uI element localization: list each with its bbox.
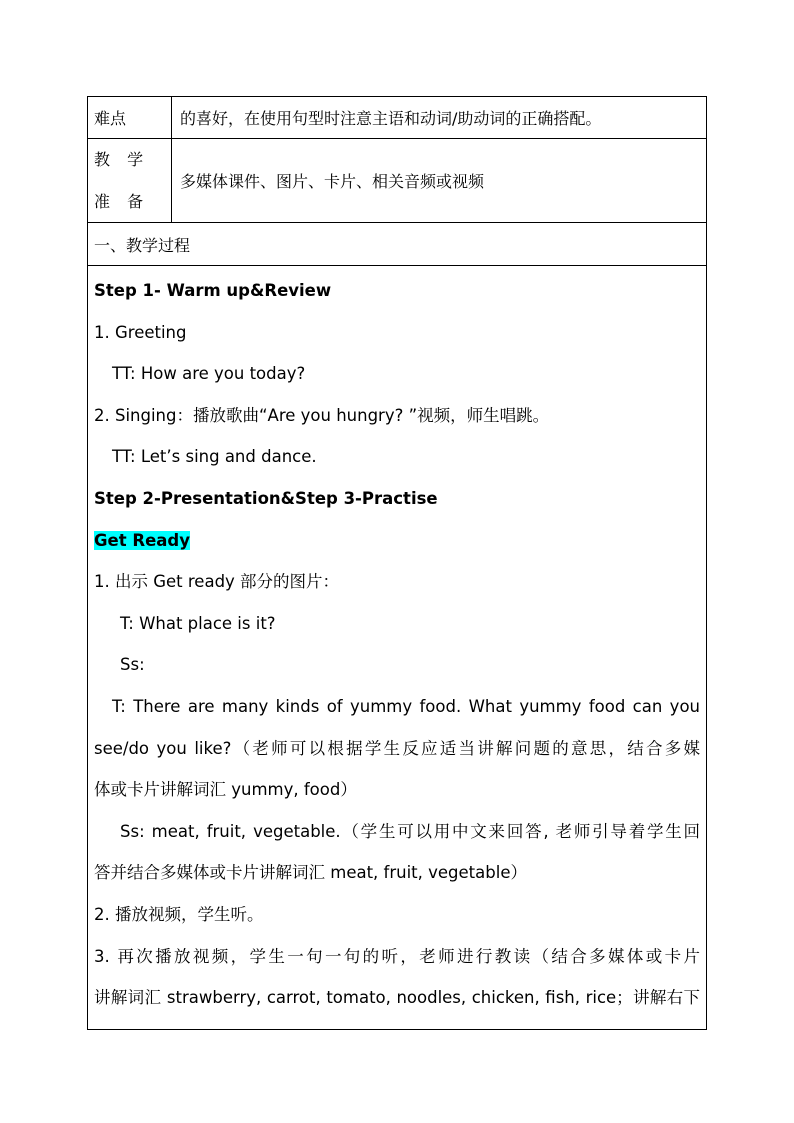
difficulty-row	[88, 97, 706, 139]
greeting-item: 1. Greeting	[94, 322, 187, 342]
students-blank: Ss:	[120, 655, 145, 675]
teacher-question: T: What place is it?	[120, 613, 276, 633]
teacher-food-line-1: T: There are many kinds of yummy food. What yummy food can you	[112, 696, 700, 716]
lesson-plan-table	[87, 96, 707, 1030]
get-ready-heading: Get Ready	[94, 530, 190, 550]
students-answer-line-2: 答并结合多媒体或卡片讲解词汇 meat, fruit, vegetable）	[94, 863, 527, 883]
prep-label: 教 学 准 备	[88, 139, 172, 222]
teacher-food-line-2: see/do you like?（老师可以根据学生反应适当讲解问题的意思，结合多媒	[94, 738, 700, 758]
step2-heading: Step 2-Presentation&Step 3-Practise	[94, 488, 438, 508]
singing-dialogue: TT: Let’s sing and dance.	[112, 447, 317, 467]
prep-row	[88, 139, 706, 223]
step1-heading: Step 1- Warm up&Review	[94, 281, 332, 300]
process-body-row	[88, 266, 706, 1029]
item3-line-1: 3. 再次播放视频，学生一句一句的听，老师进行教读（结合多媒体或卡片	[94, 946, 700, 966]
process-heading-row	[88, 223, 706, 266]
item3-line-2: 讲解词汇 strawberry, carrot, tomato, noodles, chicken, fish, rice；讲解右下	[94, 988, 700, 1008]
greeting-dialogue: TT: How are you today?	[112, 364, 306, 384]
item1: 1. 出示 Get ready 部分的图片：	[94, 572, 340, 592]
singing-item: 2. Singing：播放歌曲“Are you hungry? ”视频，师生唱跳。	[94, 405, 550, 425]
teacher-food-line-3: 体或卡片讲解词汇 yummy, food）	[94, 780, 357, 800]
difficulty-value: 的喜好，在使用句型时注意主语和动词/助动词的正确搭配。	[180, 109, 602, 128]
difficulty-label: 难点	[88, 97, 172, 138]
prep-value: 多媒体课件、图片、卡片、相关音频或视频	[180, 172, 485, 191]
students-answer-line-1: Ss: meat, fruit, vegetable.（学生可以用中文来回答, 老师引导着学生回	[120, 821, 700, 841]
item2: 2. 播放视频，学生听。	[94, 904, 264, 924]
process-body	[88, 266, 706, 1029]
process-heading: 一、教学过程	[94, 235, 191, 255]
